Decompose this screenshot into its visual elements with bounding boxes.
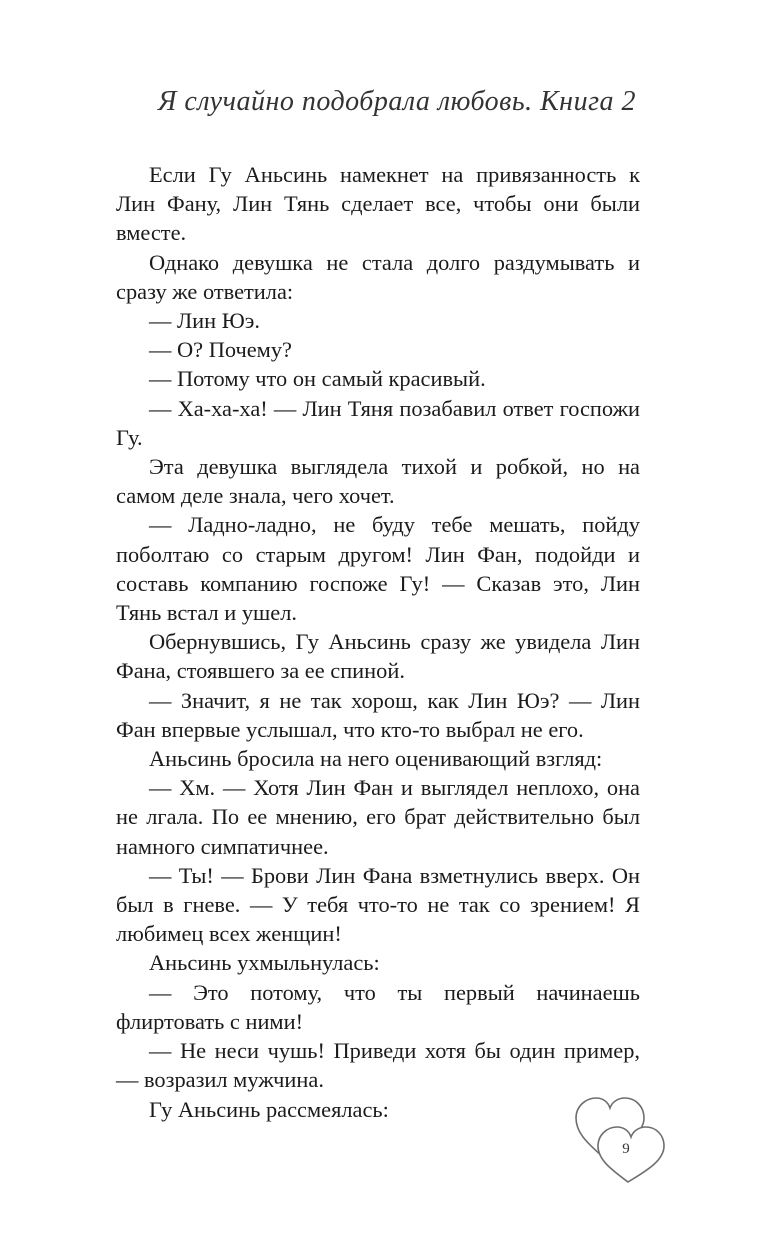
- body-text: [116, 160, 640, 1124]
- paragraph: — Потому что он самый красивый.: [149, 366, 486, 392]
- paragraph: Обернувшись, Гу Аньсинь сразу же увидела Лин Фана, стоявшего за ее спиной.: [116, 629, 640, 684]
- paragraph: — Ха-ха-ха! — Лин Тяня позабавил ответ госпожи Гу.: [116, 395, 640, 450]
- paragraph: Аньсинь ухмыльнулась:: [149, 950, 380, 976]
- paragraph: Если Гу Аньсинь намекнет на привязанность к Лин Фану, Лин Тянь сделает все, чтобы они были вместе.: [116, 162, 640, 246]
- paragraph: — Лин Юэ.: [149, 308, 260, 334]
- paragraph: — Ладно-ладно, не буду тебе мешать, пойду поболтаю со старым другом! Лин Фан, подойди и составь компанию госпоже Гу! — Сказав это, Лин Тянь встал и ушел.: [116, 512, 640, 626]
- paragraph: — Значит, я не так хорош, как Лин Юэ? — Лин Фан впервые услышал, что кто-то выбрал не его.: [116, 687, 640, 742]
- running-header: Я случайно подобрала любовь. Книга 2: [157, 86, 636, 117]
- paragraph: — Хм. — Хотя Лин Фан и выглядел неплохо, она не лгала. По ее мнению, его брат действительно был намного симпатичнее.: [116, 775, 640, 859]
- double-heart-icon: [572, 1094, 668, 1184]
- paragraph: Гу Аньсинь рассмеялась:: [149, 1096, 389, 1122]
- paragraph: — О? Почему?: [149, 337, 292, 363]
- paragraph: — Это потому, что ты первый начинаешь флиртовать с ними!: [116, 979, 640, 1034]
- paragraph: — Ты! — Брови Лин Фана взметнулись вверх. Он был в гневе. — У тебя что-то не так со зрением! Я любимец всех женщин!: [116, 862, 640, 947]
- paragraph: — Не неси чушь! Приведи хотя бы один пример, — возразил мужчина.: [116, 1038, 640, 1093]
- paragraph: Аньсинь бросила на него оценивающий взгляд:: [149, 746, 603, 772]
- paragraph: Однако девушка не стала долго раздумывать и сразу же ответила:: [116, 249, 640, 304]
- page-number: 9: [622, 1141, 630, 1157]
- paragraph: Эта девушка выглядела тихой и робкой, но на самом деле знала, чего хочет.: [116, 454, 640, 509]
